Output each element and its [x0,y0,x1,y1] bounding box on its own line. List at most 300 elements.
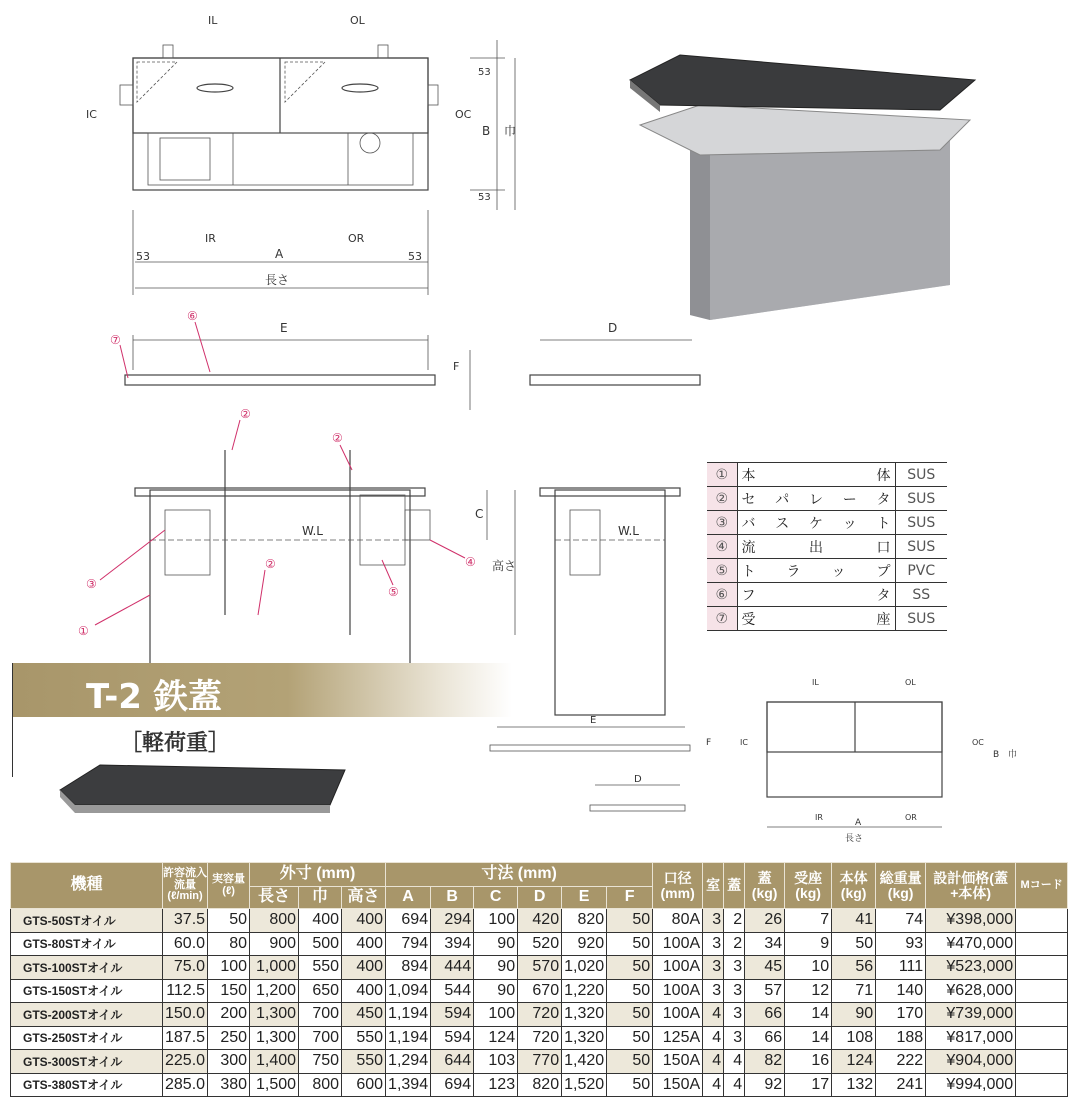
table-cell: 90 [474,956,518,980]
part-name-char: タ [876,587,891,604]
table-cell: 100 [474,909,518,933]
legend-row [707,463,947,487]
dim-53-right: 53 [408,250,422,263]
table-cell: 132 [832,1073,876,1097]
spec-table [10,862,1068,1097]
part-number: ③ [707,511,737,535]
table-cell: 41 [832,909,876,933]
part-number: ⑦ [707,607,737,631]
col-lids: 蓋 [724,863,745,909]
col-a: A [386,887,431,909]
table-cell: ¥994,000 [926,1073,1016,1097]
table-cell: 80A [653,909,703,933]
table-cell: 37.5 [163,909,208,933]
part-name [737,535,895,559]
table-cell: 2 [724,909,745,933]
table-cell: 400 [342,932,386,956]
table-cell [1016,979,1068,1003]
table-cell: 66 [745,1026,785,1050]
outlet-right-label: OR [348,232,365,245]
parts-legend [707,462,947,631]
table-cell: 1,520 [562,1073,607,1097]
callout-1: ① [78,624,89,638]
table-cell: 150 [208,979,250,1003]
part-name-char: セ [741,491,756,508]
part-name-char: ラ [786,563,801,580]
t2-width-label: 巾 [1008,750,1018,760]
table-cell: 3 [724,1026,745,1050]
dim-b-label: B [482,124,491,138]
t2-ic-label: IC [740,738,748,747]
table-cell: 380 [208,1073,250,1097]
model-cell: GTS-80STオイル [11,932,163,956]
table-cell [1016,1003,1068,1027]
table-cell: 1,394 [386,1073,431,1097]
table-cell: 50 [607,1003,653,1027]
table-cell: 1,300 [250,1026,299,1050]
dim-53-top: 53 [478,67,491,78]
model-cell: GTS-380STオイル [11,1073,163,1097]
col-length: 長さ [250,887,299,909]
table-cell: 1,500 [250,1073,299,1097]
table-row [11,932,1068,956]
table-cell: 50 [607,979,653,1003]
table-cell: 225.0 [163,1050,208,1074]
col-height: 高さ [342,887,386,909]
t2-or-label: OR [905,813,917,822]
table-cell: 4 [703,1026,724,1050]
table-cell: 400 [342,956,386,980]
table-cell: 90 [474,979,518,1003]
dim-a-label: A [275,247,284,261]
part-number: ⑥ [707,583,737,607]
part-name-char: ー [842,491,857,508]
table-cell: 400 [299,909,342,933]
table-cell: 10 [785,956,832,980]
part-material: SS [895,583,947,607]
table-cell: 3 [703,956,724,980]
col-rooms: 室 [703,863,724,909]
part-name-char: 体 [876,467,891,484]
table-cell: 1,400 [250,1050,299,1074]
part-material: SUS [895,463,947,487]
table-cell: 1,094 [386,979,431,1003]
t2-dim-d-label: D [634,774,642,785]
part-name-char: ト [741,563,756,580]
part-name-char: ケ [809,515,823,532]
table-cell: 7 [785,909,832,933]
table-cell: 594 [431,1003,474,1027]
callout-7: ⑦ [110,333,121,347]
table-cell: 3 [703,909,724,933]
table-cell: 1,220 [562,979,607,1003]
table-cell: 75.0 [163,956,208,980]
col-model: 機種 [11,863,163,909]
table-cell: 3 [724,1003,745,1027]
col-flow: 許容流入流量(ℓ/min) [163,863,208,909]
table-cell: 14 [785,1026,832,1050]
table-cell: 71 [832,979,876,1003]
callout-6: ⑥ [187,309,198,323]
table-cell: 400 [342,909,386,933]
table-cell: 1,200 [250,979,299,1003]
table-cell: 3 [724,956,745,980]
table-cell: 4 [703,1003,724,1027]
table-cell: 74 [876,909,926,933]
callout-4: ④ [465,555,476,569]
part-name-char: ッ [842,515,857,532]
col-outer: 外寸 (mm) [250,863,386,887]
table-cell: 920 [562,932,607,956]
table-cell [1016,1026,1068,1050]
table-cell: 9 [785,932,832,956]
table-cell: 1,194 [386,1026,431,1050]
table-cell: 14 [785,1003,832,1027]
table-cell: 1,420 [562,1050,607,1074]
table-cell: 50 [832,932,876,956]
table-cell: 820 [518,1073,562,1097]
model-cell: GTS-250STオイル [11,1026,163,1050]
dim-e-label: E [280,321,288,335]
col-b: B [431,887,474,909]
t2-ir-label: IR [815,813,823,822]
part-number: ⑤ [707,559,737,583]
t2-drawings [0,665,1075,844]
table-cell: 400 [342,979,386,1003]
table-row [11,1026,1068,1050]
part-material: SUS [895,607,947,631]
callout-2b: ② [332,431,343,445]
callout-2a: ② [240,407,251,421]
table-cell: 750 [299,1050,342,1074]
table-cell: 50 [607,932,653,956]
table-cell: 57 [745,979,785,1003]
table-row [11,1073,1068,1097]
table-cell: ¥470,000 [926,932,1016,956]
t2-oc-label: OC [972,738,984,747]
table-cell: 3 [724,979,745,1003]
col-total-kg: 総重量(kg) [876,863,926,909]
table-cell: 90 [474,932,518,956]
part-name-char: パ [775,491,790,508]
table-cell: 4 [724,1050,745,1074]
table-cell: 56 [832,956,876,980]
table-cell: 3 [703,932,724,956]
part-name-char: 受 [741,611,756,628]
table-cell: 720 [518,1003,562,1027]
dim-f-label: F [453,360,460,373]
table-cell: 125A [653,1026,703,1050]
model-cell: GTS-200STオイル [11,1003,163,1027]
table-row [11,956,1068,980]
width-label: 巾 [504,124,517,138]
table-cell: 770 [518,1050,562,1074]
table-cell: 2 [724,932,745,956]
table-cell: 800 [250,909,299,933]
table-cell: 100 [208,956,250,980]
table-cell: ¥398,000 [926,909,1016,933]
table-cell: 80 [208,932,250,956]
table-cell: 82 [745,1050,785,1074]
table-cell: 93 [876,932,926,956]
table-cell: 550 [299,956,342,980]
legend-row [707,487,947,511]
table-cell: 4 [724,1073,745,1097]
table-cell: 4 [703,1073,724,1097]
table-cell: 12 [785,979,832,1003]
table-cell: 1,300 [250,1003,299,1027]
callout-5: ⑤ [388,585,399,599]
table-cell: 1,320 [562,1026,607,1050]
part-number: ① [707,463,737,487]
section-subtitle: ［軽荷重］ [120,731,231,756]
table-row [11,909,1068,933]
table-cell: 294 [431,909,474,933]
outlet-left-label: OL [350,14,365,27]
table-cell: 150A [653,1073,703,1097]
table-cell: 124 [832,1050,876,1074]
table-cell: ¥817,000 [926,1026,1016,1050]
legend-row [707,559,947,583]
col-d: D [518,887,562,909]
legend-row [707,535,947,559]
part-name-char: ト [876,515,891,532]
table-cell: ¥739,000 [926,1003,1016,1027]
table-cell: 550 [342,1026,386,1050]
table-cell: 103 [474,1050,518,1074]
table-cell: 900 [250,932,299,956]
dim-c-label: C [475,507,484,521]
t2-dim-e-label: E [590,715,597,726]
table-cell: 108 [832,1026,876,1050]
lid-view-drawing [0,310,1075,410]
table-cell: 50 [607,909,653,933]
table-cell: 644 [431,1050,474,1074]
table-cell: 544 [431,979,474,1003]
part-material: PVC [895,559,947,583]
part-name-char: タ [876,491,891,508]
length-label: 長さ [265,273,290,287]
part-name-char: ス [775,515,790,532]
part-name [737,511,895,535]
outlet-center-label: OC [455,108,472,121]
table-row [11,1050,1068,1074]
table-cell: 1,294 [386,1050,431,1074]
callout-2c: ② [265,557,276,571]
table-cell: 92 [745,1073,785,1097]
t2-il-label: IL [812,678,819,687]
col-f: F [607,887,653,909]
table-cell: 100A [653,956,703,980]
table-cell: 45 [745,956,785,980]
table-cell: 394 [431,932,474,956]
part-name-char: バ [741,515,756,532]
table-cell: ¥523,000 [926,956,1016,980]
table-cell: 222 [876,1050,926,1074]
table-cell: 60.0 [163,932,208,956]
table-cell: 894 [386,956,431,980]
product-photo [630,55,975,320]
part-material: SUS [895,511,947,535]
table-cell: 444 [431,956,474,980]
col-width: 巾 [299,887,342,909]
table-row [11,1003,1068,1027]
table-cell: 1,194 [386,1003,431,1027]
table-cell [1016,909,1068,933]
table-cell: 50 [208,909,250,933]
table-cell: 150.0 [163,1003,208,1027]
part-name-char: レ [809,491,823,508]
part-number: ② [707,487,737,511]
part-name [737,607,895,631]
part-name-char: フ [741,587,756,604]
table-cell: 200 [208,1003,250,1027]
table-cell: 500 [299,932,342,956]
col-c: C [474,887,518,909]
callout-3: ③ [86,577,97,591]
part-name-char: 流 [741,539,756,556]
table-cell: 100A [653,1003,703,1027]
part-name-char: 本 [741,467,756,484]
table-cell: 170 [876,1003,926,1027]
t2-dim-b-label: B [993,750,1000,760]
col-lid-kg: 蓋(kg) [745,863,785,909]
table-cell: 600 [342,1073,386,1097]
part-name-char: プ [876,563,891,580]
table-cell: 50 [607,1026,653,1050]
col-seat-kg: 受座(kg) [785,863,832,909]
table-cell: 1,320 [562,1003,607,1027]
table-cell: 794 [386,932,431,956]
table-cell: 694 [386,909,431,933]
table-cell: 241 [876,1073,926,1097]
table-cell: 111 [876,956,926,980]
model-cell: GTS-50STオイル [11,909,163,933]
part-number: ④ [707,535,737,559]
table-cell: ¥628,000 [926,979,1016,1003]
dim-53-bottom: 53 [478,192,491,203]
table-cell: 112.5 [163,979,208,1003]
table-cell: 188 [876,1026,926,1050]
t2-length-label: 長さ [845,834,864,844]
table-cell: 450 [342,1003,386,1027]
water-level-label: W.L [302,524,323,538]
t2-dim-f-label: F [706,738,712,748]
table-row [11,979,1068,1003]
legend-row [707,511,947,535]
col-e: E [562,887,607,909]
table-cell: 100 [474,1003,518,1027]
dim-53-left: 53 [136,250,150,263]
table-cell: 123 [474,1073,518,1097]
table-cell: 550 [342,1050,386,1074]
col-price: 設計価格(蓋+本体) [926,863,1016,909]
legend-row [707,583,947,607]
table-cell: 420 [518,909,562,933]
table-cell: 140 [876,979,926,1003]
table-cell: 700 [299,1003,342,1027]
table-cell: 16 [785,1050,832,1074]
part-name-char: 座 [876,611,891,628]
table-cell: 720 [518,1026,562,1050]
table-cell: 50 [607,1073,653,1097]
table-cell: 100A [653,932,703,956]
table-cell: 250 [208,1026,250,1050]
model-cell: GTS-300STオイル [11,1050,163,1074]
t2-ol-label: OL [905,678,916,687]
table-cell: 300 [208,1050,250,1074]
part-name [737,487,895,511]
table-cell: 150A [653,1050,703,1074]
table-cell [1016,1073,1068,1097]
table-cell: 50 [607,956,653,980]
part-name [737,583,895,607]
table-cell: 26 [745,909,785,933]
table-cell: 650 [299,979,342,1003]
height-label: 高さ [492,559,517,573]
table-cell: 66 [745,1003,785,1027]
part-name [737,463,895,487]
model-cell: GTS-150STオイル [11,979,163,1003]
table-cell: 1,020 [562,956,607,980]
t2-dim-a-label: A [855,818,862,828]
legend-row [707,607,947,631]
model-cell: GTS-100STオイル [11,956,163,980]
part-material: SUS [895,487,947,511]
table-cell: 520 [518,932,562,956]
col-pipe: 口径(mm) [653,863,703,909]
table-cell: ¥904,000 [926,1050,1016,1074]
part-material: SUS [895,535,947,559]
table-cell: 670 [518,979,562,1003]
part-name-char: 出 [809,539,823,556]
table-cell: 285.0 [163,1073,208,1097]
table-cell: 34 [745,932,785,956]
col-dims: 寸法 (mm) [386,863,653,887]
table-cell: 3 [703,979,724,1003]
inlet-right-label: IR [205,232,216,245]
inlet-left-label: IL [208,14,218,27]
inlet-center-label: IC [86,108,97,121]
table-cell: 90 [832,1003,876,1027]
table-cell: 187.5 [163,1026,208,1050]
part-name-char: ッ [831,563,846,580]
table-cell [1016,932,1068,956]
table-cell: 100A [653,979,703,1003]
col-mcode: Mコード [1016,863,1068,909]
water-level-label-side: W.L [618,524,639,538]
table-cell: 4 [703,1050,724,1074]
table-cell: 124 [474,1026,518,1050]
table-cell [1016,956,1068,980]
dim-d-label: D [608,321,618,335]
table-cell: 17 [785,1073,832,1097]
table-cell: 50 [607,1050,653,1074]
table-cell: 594 [431,1026,474,1050]
col-capacity: 実容量(ℓ) [208,863,250,909]
part-name [737,559,895,583]
table-cell: 820 [562,909,607,933]
plan-view-drawing [0,0,1075,310]
table-cell: 570 [518,956,562,980]
table-cell: 1,000 [250,956,299,980]
part-name-char: 口 [876,539,891,556]
table-cell [1016,1050,1068,1074]
col-body-kg: 本体(kg) [832,863,876,909]
section-title: T-2 鉄蓋 [86,677,222,717]
table-cell: 694 [431,1073,474,1097]
table-cell: 800 [299,1073,342,1097]
